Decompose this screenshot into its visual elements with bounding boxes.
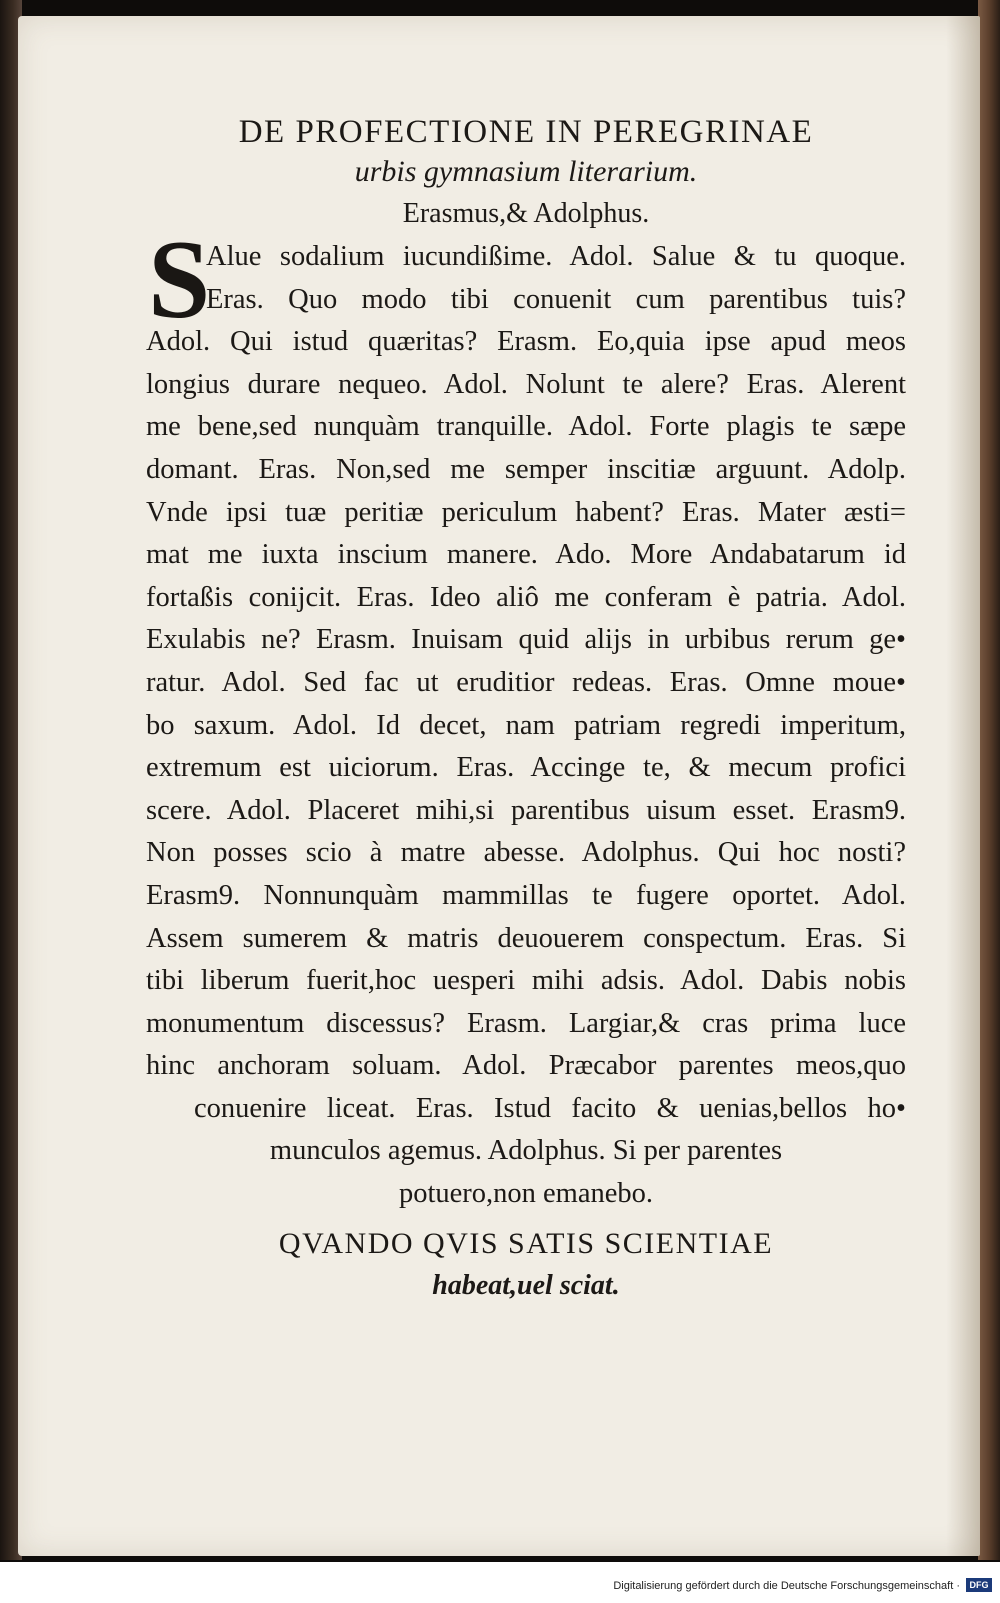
text-line: fortaßis conijcit. Eras. Ideo aliô me conferam è patria. Adol. bbox=[146, 581, 906, 613]
dialogue-body bbox=[146, 236, 906, 1216]
text-line: Vnde ipsi tuæ peritiæ periculum habent? Eras. Mater æsti= bbox=[146, 496, 906, 528]
page-subtitle: urbis gymnasium literarium. bbox=[354, 155, 698, 188]
text-line: monumentum discessus? Erasm. Largiar,& cras prima luce bbox=[146, 1007, 906, 1039]
text-line: hinc anchoram soluam. Adol. Præcabor parentes meos,quo bbox=[146, 1050, 906, 1082]
speakers-line: Erasmus,& Adolphus. bbox=[402, 198, 650, 229]
text-line: Non posses scio à matre abesse. Adolphus. Qui hoc nosti? bbox=[146, 837, 906, 869]
text-line: scere. Adol. Placeret mihi,si parentibus uisum esset. Erasm9. bbox=[146, 794, 906, 826]
text-line: Exulabis ne? Erasm. Inuisam quid alijs in urbibus rerum ge• bbox=[146, 624, 906, 656]
text-line: tibi liberum fuerit,hoc uesperi mihi adsis. Adol. Dabis nobis bbox=[146, 965, 906, 997]
text-line: extremum est uiciorum. Eras. Accinge te, & mecum profici bbox=[146, 752, 906, 784]
text-line: Adol. Qui istud quæritas? Erasm. Eo,quia ipse apud meos bbox=[146, 326, 906, 358]
drop-cap: S bbox=[148, 218, 211, 342]
text-line: mat me iuxta inscium manere. Ado. More Andabatarum id bbox=[146, 539, 906, 571]
page-title: DE PROFECTIONE IN PEREGRINAE bbox=[238, 114, 814, 150]
text-line: Eras. Quo modo tibi conuenit cum parentibus tuis? bbox=[206, 283, 906, 315]
text-line: domant. Eras. Non,sed me semper inscitiæ arguunt. Adolp. bbox=[146, 453, 906, 485]
text-line: munculos agemus. Adolphus. Si per parentes bbox=[269, 1135, 783, 1167]
book-page bbox=[18, 16, 980, 1556]
text-line: longius durare nequeo. Adol. Nolunt te alere? Eras. Alerent bbox=[146, 368, 906, 400]
page-text bbox=[146, 112, 906, 1306]
text-line: me bene,sed nunquàm tranquille. Adol. Forte plagis te sæpe bbox=[146, 411, 906, 443]
section-subheading: habeat,uel sciat. bbox=[432, 1269, 620, 1301]
footer-credit: Digitalisierung gefördert durch die Deutsche Forschungsgemeinschaft · bbox=[613, 1580, 960, 1592]
text-line: conuenire liceat. Eras. Istud facito & uenias,bellos ho• bbox=[194, 1092, 906, 1124]
text-line: bo saxum. Adol. Id decet, nam patriam regredi imperitum, bbox=[146, 709, 906, 741]
dfg-logo: DFG bbox=[966, 1578, 992, 1592]
text-line: Alue sodalium iucundißime. Adol. Salue & tu quoque. bbox=[206, 241, 906, 272]
text-line: Assem sumerem & matris deuouerem conspectum. Eras. Si bbox=[146, 922, 906, 954]
book-edge-right bbox=[978, 0, 1000, 1560]
text-line: ratur. Adol. Sed fac ut eruditior redeas. Eras. Omne moue• bbox=[146, 666, 906, 698]
text-line: Erasm9. Nonnunquàm mammillas te fugere oportet. Adol. bbox=[146, 879, 906, 911]
text-line: potuero,non emanebo. bbox=[398, 1178, 654, 1210]
section-heading: QVANDO QVIS SATIS SCIENTIAE bbox=[278, 1226, 774, 1260]
